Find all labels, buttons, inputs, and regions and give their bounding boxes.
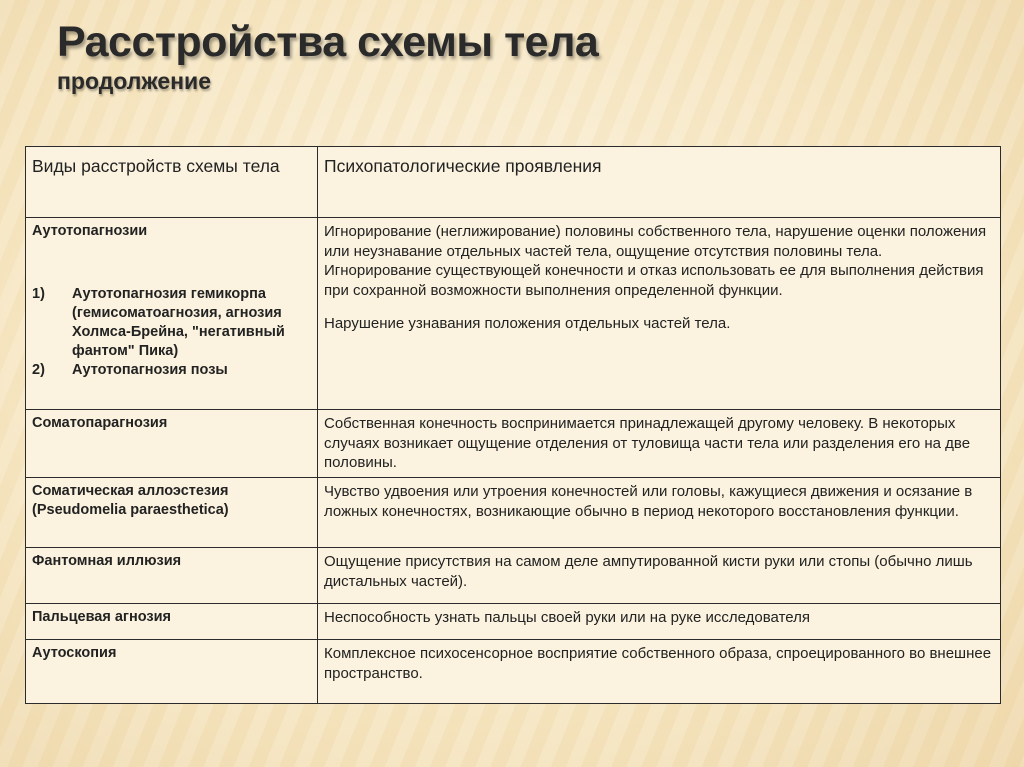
autotopagnosia-description-cell (318, 218, 1001, 410)
hemicorpus-description: Игнорирование существующей конечности и отказ использовать ее для выполнения действия при сохранной возможности выполнения определенной функции. (324, 262, 984, 299)
list-item (32, 285, 311, 361)
list-item-label: Аутотопагнозия позы (72, 362, 228, 378)
table-header-row (26, 147, 1001, 218)
column-header-types: Виды расстройств схемы тела (26, 147, 318, 218)
list-item (32, 361, 311, 380)
autotopagnosia-types-cell (26, 218, 318, 410)
disorder-description-cell: Чувство удвоения или утроения конечностей или головы, кажущиеся движения и осязание в ложных конечностях, возникающие обычно в период некоторого восстановления функции. (318, 478, 1001, 548)
autotopagnosia-description: Игнорирование (неглижирование) половины собственного тела, нарушение оценки положения или неузнавание отдельных частей тела, ощущение отсутствия половины тела. (324, 223, 987, 260)
disorder-type-cell: Пальцевая агнозия (26, 604, 318, 640)
table-row (26, 640, 1001, 704)
list-item-number: 2) (32, 362, 45, 378)
slide-subtitle: продолжение (57, 68, 211, 94)
disorder-type-cell: Фантомная иллюзия (26, 548, 318, 604)
table-row (26, 410, 1001, 478)
disorder-description-cell: Комплексное психосенсорное восприятие собственного образа, спроецированного во внешнее пространство. (318, 640, 1001, 704)
disorders-table (25, 146, 1001, 704)
table-row (26, 548, 1001, 604)
disorder-type-cell: Аутоскопия (26, 640, 318, 704)
disorder-type-cell: Соматопарагнозия (26, 410, 318, 478)
column-header-manifestations: Психопатологические проявления (318, 147, 1001, 218)
list-item-number: 1) (32, 286, 45, 302)
disorder-description-cell: Собственная конечность воспринимается принадлежащей другому человеку. В некоторых случаях возникает ощущение отделения от туловища части тела или разделения его на две половины. (318, 410, 1001, 478)
slide-title: Расстройства схемы тела (57, 18, 599, 66)
autotopagnosia-label: Аутотопагнозии (32, 223, 148, 239)
table-row-autotopagnosia (26, 218, 1001, 410)
disorder-description-cell: Ощущение присутствия на самом деле ампутированной кисти руки или стопы (обычно лишь дистальных частей). (318, 548, 1001, 604)
disorder-description-cell: Неспособность узнать пальцы своей руки или на руке исследователя (318, 604, 1001, 640)
posture-description: Нарушение узнавания положения отдельных частей тела. (324, 315, 731, 332)
list-item-label: Аутотопагнозия гемикорпа (гемисоматоагнозия, агнозия Холмса-Брейна, "негативный фантом" Пика) (72, 286, 285, 359)
disorder-type-cell: Соматическая аллоэстезия (Pseudomelia paraesthetica) (26, 478, 318, 548)
table-row (26, 478, 1001, 548)
table-row (26, 604, 1001, 640)
